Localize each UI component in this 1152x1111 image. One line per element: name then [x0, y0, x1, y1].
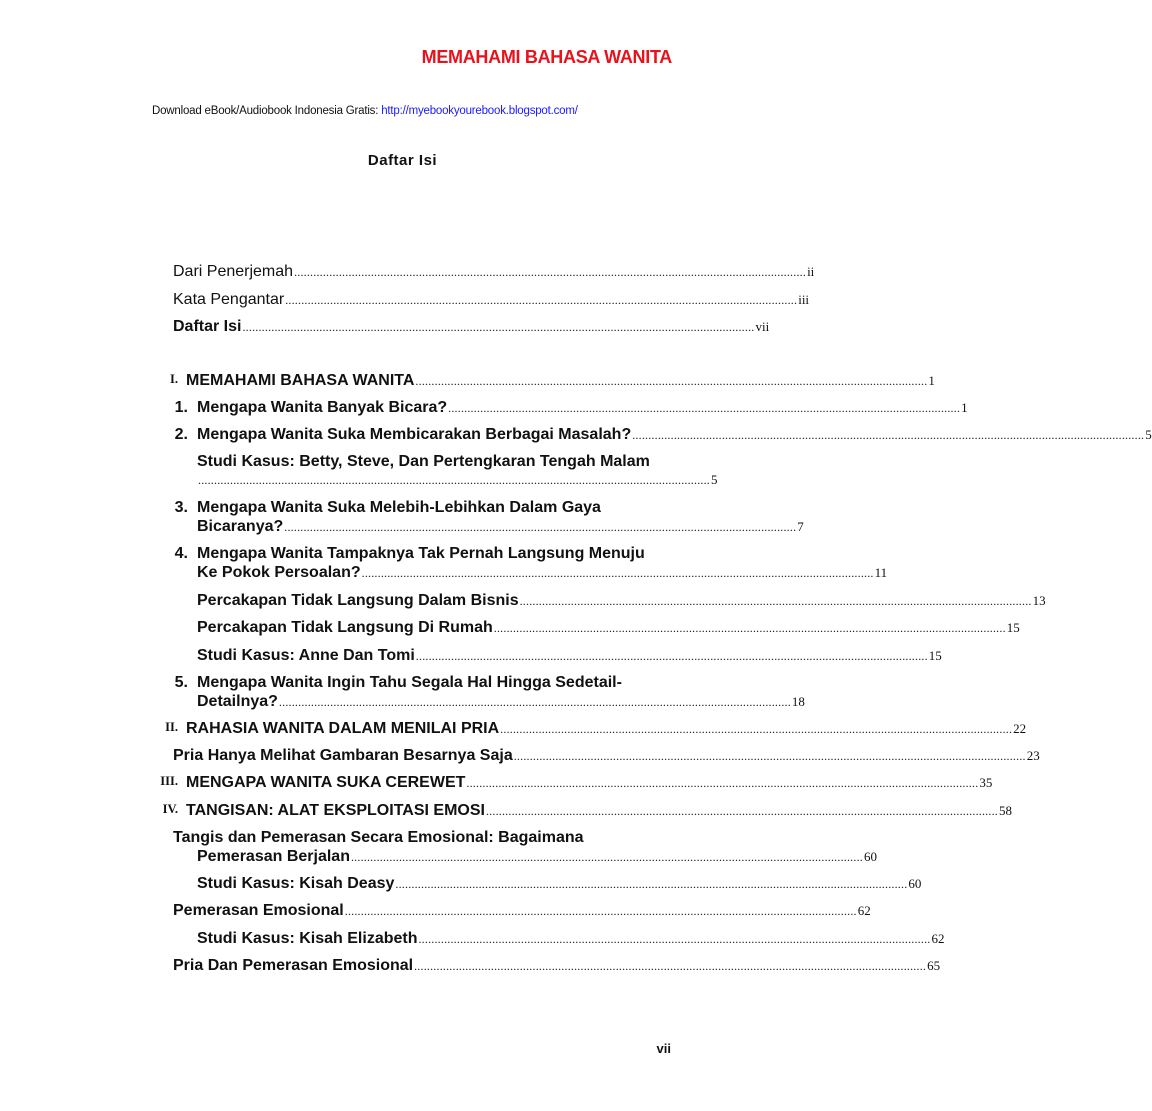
- chapter-number: III.: [160, 774, 178, 788]
- toc-entry-label: Detailnya?: [197, 693, 278, 710]
- toc-section-1-5-line2[interactable]: [197, 693, 805, 711]
- toc-entry-page: 60: [908, 876, 922, 891]
- toc-entry-label: Dari Penerjemah: [173, 263, 294, 280]
- toc-leader-dots: ................................................................................................................................................................: [448, 401, 961, 415]
- toc-chapter-3[interactable]: [186, 774, 993, 792]
- toc-entry-page: 13: [1032, 593, 1046, 608]
- toc-case-1-2-leader[interactable]: [197, 472, 718, 488]
- toc-entry-page: 5: [1145, 427, 1152, 442]
- toc-entry-page: iii: [798, 292, 810, 307]
- toc-leader-dots: ................................................................................................................................................................: [198, 473, 710, 487]
- toc-leader-dots: ................................................................................................................................................................: [513, 749, 1026, 763]
- toc-leader-dots: ................................................................................................................................................................: [242, 320, 755, 334]
- toc-subsection-4-d[interactable]: [197, 930, 945, 948]
- toc-entry-page: 60: [863, 849, 877, 864]
- toc-title: Daftar Isi: [367, 152, 438, 169]
- chapter-number: IV.: [162, 802, 178, 816]
- toc-entry-page: 5: [711, 472, 718, 487]
- toc-leader-dots: ................................................................................................................................................................: [284, 520, 797, 534]
- page-number: vii: [656, 1041, 671, 1056]
- toc-entry-page: 58: [998, 803, 1012, 818]
- toc-subsection-2-a[interactable]: [173, 747, 1040, 765]
- toc-entry-page: 22: [1013, 721, 1027, 736]
- toc-entry-label: Tangis dan Pemerasan Secara Emosional: Bagaimana: [173, 829, 584, 846]
- toc-entry-label: RAHASIA WANITA DALAM MENILAI PRIA: [186, 720, 500, 737]
- toc-section-1-2[interactable]: [197, 426, 1152, 444]
- toc-entry-label: Mengapa Wanita Ingin Tahu Segala Hal Hingga Sedetail-: [197, 674, 622, 691]
- toc-subsection-4-a-line2[interactable]: [197, 848, 877, 866]
- toc-section-1-4-line1[interactable]: [197, 545, 672, 563]
- toc-entry-page: 62: [857, 903, 871, 918]
- toc-entry-label: Ke Pokok Persoalan?: [197, 564, 361, 581]
- toc-entry-label: MEMAHAMI BAHASA WANITA: [186, 372, 415, 389]
- toc-entry-page: 15: [1006, 620, 1020, 635]
- toc-entry-label: Kata Pengantar: [173, 291, 285, 308]
- toc-leader-dots: ................................................................................................................................................................: [466, 776, 979, 790]
- toc-subsection-1-4-b[interactable]: [197, 619, 1020, 637]
- toc-section-1-3-line1[interactable]: [197, 499, 672, 517]
- toc-leader-dots: ................................................................................................................................................................: [414, 959, 927, 973]
- toc-entry-page: 1: [928, 373, 935, 388]
- toc-leader-dots: ................................................................................................................................................................: [278, 695, 791, 709]
- toc-subsection-4-e[interactable]: [173, 957, 941, 975]
- toc-entry-label: Studi Kasus: Kisah Deasy: [197, 875, 395, 892]
- download-link[interactable]: http://myebookyourebook.blogspot.com/: [381, 105, 578, 117]
- toc-entry-label: Studi Kasus: Kisah Elizabeth: [197, 930, 418, 947]
- toc-entry-label: Daftar Isi: [173, 318, 242, 335]
- toc-leader-dots: ................................................................................................................................................................: [294, 265, 807, 279]
- toc-entry-front-3[interactable]: [173, 318, 770, 336]
- toc-leader-dots: ................................................................................................................................................................: [415, 649, 928, 663]
- section-number: 5.: [174, 674, 188, 691]
- toc-case-1-2-title[interactable]: [197, 453, 672, 471]
- section-number: 4.: [174, 545, 188, 562]
- toc-entry-label: Studi Kasus: Betty, Steve, Dan Pertengkaran Tengah Malam: [197, 453, 650, 470]
- toc-entry-label: Mengapa Wanita Suka Melebih-Lebihkan Dalam Gaya: [197, 499, 601, 516]
- download-text: Download eBook/Audiobook Indonesia Gratis:: [152, 105, 382, 117]
- toc-chapter-4[interactable]: [186, 802, 1012, 820]
- toc-subsection-4-a-line1[interactable]: [173, 829, 672, 847]
- toc-entry-label: Mengapa Wanita Suka Membicarakan Berbagai Masalah?: [197, 426, 632, 443]
- toc-leader-dots: ................................................................................................................................................................: [344, 904, 857, 918]
- section-number: 3.: [174, 499, 188, 516]
- toc-entry-page: 23: [1026, 748, 1040, 763]
- toc-subsection-4-b[interactable]: [197, 875, 922, 893]
- download-notice: [152, 105, 578, 117]
- toc-entry-label: Mengapa Wanita Tampaknya Tak Pernah Langsung Menuju: [197, 545, 645, 562]
- chapter-number: II.: [165, 720, 178, 734]
- toc-chapter-2[interactable]: [186, 720, 1027, 738]
- toc-entry-front-2[interactable]: [173, 291, 810, 309]
- toc-entry-page: 15: [928, 648, 942, 663]
- toc-entry-label: MENGAPA WANITA SUKA CEREWET: [186, 774, 466, 791]
- toc-entry-label: Bicaranya?: [197, 518, 284, 535]
- toc-entry-page: 7: [797, 519, 804, 534]
- toc-entry-front-1[interactable]: [173, 263, 815, 281]
- toc-chapter-1[interactable]: [186, 372, 935, 390]
- book-title: MEMAHAMI BAHASA WANITA: [421, 47, 672, 67]
- toc-entry-page: 11: [874, 565, 888, 580]
- toc-section-1-4-line2[interactable]: [197, 564, 888, 582]
- toc-entry-label: Pemerasan Emosional: [173, 902, 344, 919]
- toc-entry-label: Percakapan Tidak Langsung Dalam Bisnis: [197, 592, 519, 609]
- toc-entry-label: Pria Dan Pemerasan Emosional: [173, 957, 414, 974]
- toc-entry-page: 65: [927, 958, 941, 973]
- toc-leader-dots: ................................................................................................................................................................: [361, 566, 874, 580]
- toc-entry-page: ii: [807, 264, 815, 279]
- chapter-number: I.: [170, 372, 178, 386]
- toc-entry-label: Studi Kasus: Anne Dan Tomi: [197, 647, 415, 664]
- toc-entry-label: Mengapa Wanita Banyak Bicara?: [197, 399, 448, 416]
- toc-entry-page: 35: [979, 775, 993, 790]
- toc-leader-dots: ................................................................................................................................................................: [395, 877, 908, 891]
- toc-section-1-5-line1[interactable]: [197, 674, 672, 692]
- toc-entry-label: Percakapan Tidak Langsung Di Rumah: [197, 619, 493, 636]
- toc-section-1-3-line2[interactable]: [197, 518, 804, 536]
- section-number: 1.: [174, 399, 188, 416]
- toc-leader-dots: ................................................................................................................................................................: [415, 374, 928, 388]
- toc-section-1-1[interactable]: [197, 399, 968, 417]
- toc-entry-label: Pria Hanya Melihat Gambaran Besarnya Saja: [173, 747, 513, 764]
- toc-subsection-1-4-c[interactable]: [197, 647, 942, 665]
- toc-subsection-1-4-a[interactable]: [197, 592, 1046, 610]
- toc-leader-dots: ................................................................................................................................................................: [285, 293, 798, 307]
- toc-leader-dots: ................................................................................................................................................................: [350, 850, 863, 864]
- toc-entry-page: 18: [791, 694, 805, 709]
- toc-entry-page: 62: [931, 931, 945, 946]
- toc-entry-page: 1: [961, 400, 968, 415]
- toc-leader-dots: ................................................................................................................................................................: [519, 594, 1032, 608]
- toc-leader-dots: ................................................................................................................................................................: [632, 428, 1145, 442]
- toc-leader-dots: ................................................................................................................................................................: [485, 804, 998, 818]
- toc-subsection-4-c[interactable]: [173, 902, 871, 920]
- toc-leader-dots: ................................................................................................................................................................: [500, 722, 1013, 736]
- toc-entry-label: Pemerasan Berjalan: [197, 848, 350, 865]
- toc-leader-dots: ................................................................................................................................................................: [418, 932, 931, 946]
- toc-entry-page: vii: [755, 319, 770, 334]
- toc-leader-dots: ................................................................................................................................................................: [493, 621, 1006, 635]
- section-number: 2.: [174, 426, 188, 443]
- toc-entry-label: TANGISAN: ALAT EKSPLOITASI EMOSI: [186, 802, 485, 819]
